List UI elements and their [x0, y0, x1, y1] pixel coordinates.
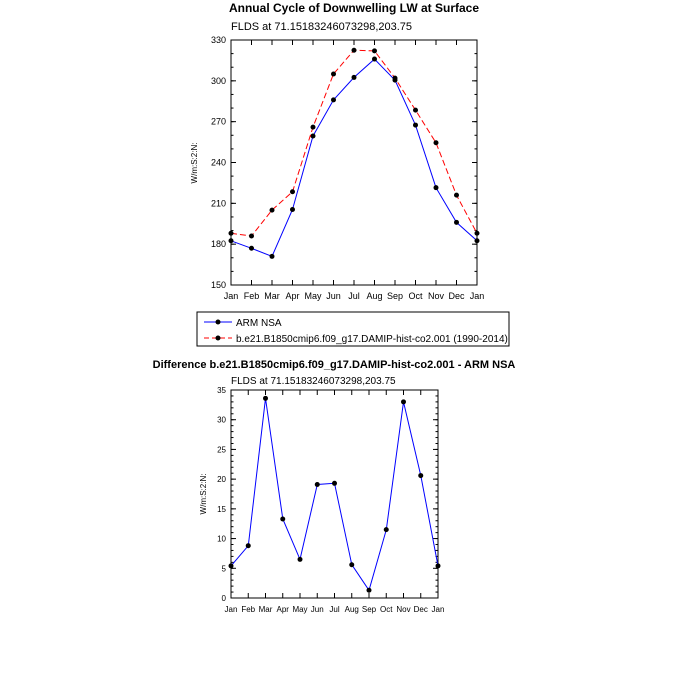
chart2-series-0-point: [315, 482, 320, 487]
chart1-x-tick-label: Oct: [408, 291, 423, 301]
chart1-series-0-point: [270, 254, 275, 259]
chart1-series-1-point: [290, 189, 295, 194]
chart1-x-tick-label: Feb: [243, 291, 260, 301]
chart1-series-1-point: [311, 125, 316, 130]
legend-label-model: b.e21.B1850cmip6.f09_g17.DAMIP-hist-co2.001 (1990-2014): [236, 334, 508, 345]
chart2-x-tick-label: Apr: [276, 605, 289, 614]
chart2-series-0-point: [436, 563, 441, 568]
chart1-y-tick-label: 330: [210, 35, 226, 45]
chart2-x-tick-label: Jun: [310, 605, 324, 614]
chart1-series-0-point: [249, 246, 254, 251]
chart2-y-axis-label: W/m:S:2:N:: [199, 473, 208, 515]
chart2-x-tick-label: Jan: [224, 605, 238, 614]
chart2-series-0-point: [280, 516, 285, 521]
chart1-x-tick-label: Mar: [264, 291, 280, 301]
chart1-series-1-point: [413, 108, 418, 113]
chart1-series-0-point: [454, 220, 459, 225]
chart2-y-tick-label: 15: [217, 504, 226, 514]
chart2-x-ticks: [225, 390, 445, 614]
chart1-y-tick-label: 210: [210, 198, 226, 209]
chart2-title: Difference b.e21.B1850cmip6.f09_g17.DAMIP-hist-co2.001 - ARM NSA: [152, 359, 516, 371]
chart1-series-0-point: [372, 57, 377, 62]
chart2-y-tick-label: 25: [217, 445, 226, 455]
chart2-x-tick-label: May: [292, 605, 308, 614]
chart2-y-tick-label: 5: [221, 564, 226, 574]
chart1-y-ticks: [211, 35, 477, 290]
legend-marker-model: [216, 336, 221, 341]
chart2-x-tick-label: Mar: [258, 605, 273, 614]
chart1-legend: [197, 312, 509, 346]
chart1-x-tick-label: Dec: [448, 291, 465, 301]
chart1-series-0-point: [475, 238, 480, 243]
chart1-y-tick-label: 300: [210, 75, 226, 86]
chart2-series-0-point: [384, 527, 389, 532]
chart1-x-tick-label: Apr: [285, 291, 300, 301]
chart2-y-tick-label: 20: [217, 475, 226, 485]
chart1-series-0-point: [311, 133, 316, 138]
chart1-y-tick-label: 270: [210, 116, 226, 127]
chart1-series-0-line: [231, 59, 477, 256]
chart2-x-tick-label: Feb: [241, 605, 256, 614]
chart1-series-1-point: [270, 208, 275, 213]
chart2-x-tick-label: Jul: [329, 605, 340, 614]
chart2-series-0-point: [367, 588, 372, 593]
chart1-x-tick-label: May: [304, 291, 322, 301]
chart1-series-1-point: [475, 231, 480, 236]
chart2-y-tick-label: 10: [217, 534, 226, 544]
chart2-y-ticks: [217, 386, 438, 603]
chart1-series-0-point: [413, 123, 418, 128]
chart1-series-1-point: [352, 48, 357, 53]
chart1-series-1-point: [249, 234, 254, 239]
chart2-x-tick-label: Jan: [431, 605, 445, 614]
chart1-series-1-point: [393, 76, 398, 81]
chart1-x-tick-label: Jan: [223, 291, 239, 301]
chart1-x-tick-label: Nov: [427, 291, 445, 301]
chart2-series-0-point: [332, 481, 337, 486]
chart1-series-0-point: [331, 97, 336, 102]
chart1-y-tick-label: 150: [210, 280, 226, 290]
chart2-series-0-point: [263, 396, 268, 401]
chart1-series-0-point: [290, 207, 295, 212]
chart2-x-tick-label: Sep: [361, 605, 377, 614]
chart1-series-1-point: [229, 231, 234, 236]
chart2-series-0-line: [231, 398, 438, 590]
legend-marker-arm-nsa: [216, 320, 221, 325]
chart1-x-tick-label: Jan: [469, 291, 485, 301]
chart1-title: Annual Cycle of Downwelling LW at Surface: [228, 1, 480, 15]
chart1-x-tick-label: Aug: [366, 291, 383, 301]
chart1-series-0-point: [434, 185, 439, 190]
chart2-series-0-point: [298, 557, 303, 562]
chart1-series-0-point: [229, 238, 234, 243]
chart1-series-1-point: [434, 140, 439, 145]
chart2-series-0-point: [229, 563, 234, 568]
chart1-y-axis-label: W/m:S:2:N:: [190, 142, 199, 184]
chart1-y-tick-label: 240: [210, 157, 226, 168]
chart2-y-tick-label: 35: [217, 386, 226, 395]
chart2-y-tick-label: 0: [221, 594, 226, 603]
chart2-x-tick-label: Oct: [380, 605, 393, 614]
chart2-x-tick-label: Dec: [413, 605, 428, 614]
chart1-series: [229, 48, 480, 259]
chart2-subtitle: FLDS at 71.15183246073298,203.75: [231, 376, 396, 387]
legend-label-arm-nsa: ARM NSA: [236, 318, 282, 329]
chart-annual-cycle: [190, 1, 484, 301]
chart1-subtitle: FLDS at 71.15183246073298,203.75: [231, 21, 413, 33]
chart1-y-tick-label: 180: [210, 239, 226, 250]
chart2-plot-frame: [231, 390, 438, 598]
chart2-x-tick-label: Nov: [396, 605, 411, 614]
chart1-series-1-point: [454, 193, 459, 198]
chart1-x-tick-label: Jul: [348, 291, 360, 301]
chart2-x-tick-label: Aug: [344, 605, 359, 614]
chart2-series-0-point: [401, 399, 406, 404]
chart2-series: [229, 396, 441, 593]
chart1-x-tick-label: Jun: [326, 291, 341, 301]
chart1-series-1-point: [331, 72, 336, 77]
chart-difference: [153, 359, 516, 614]
chart1-series-0-point: [352, 75, 357, 80]
chart2-y-tick-label: 30: [217, 415, 226, 425]
chart2-series-0-point: [349, 562, 354, 567]
chart1-series-1-point: [372, 48, 377, 53]
chart2-series-0-point: [246, 543, 251, 548]
chart2-series-0-point: [418, 473, 423, 478]
chart1-x-tick-label: Sep: [386, 291, 404, 301]
